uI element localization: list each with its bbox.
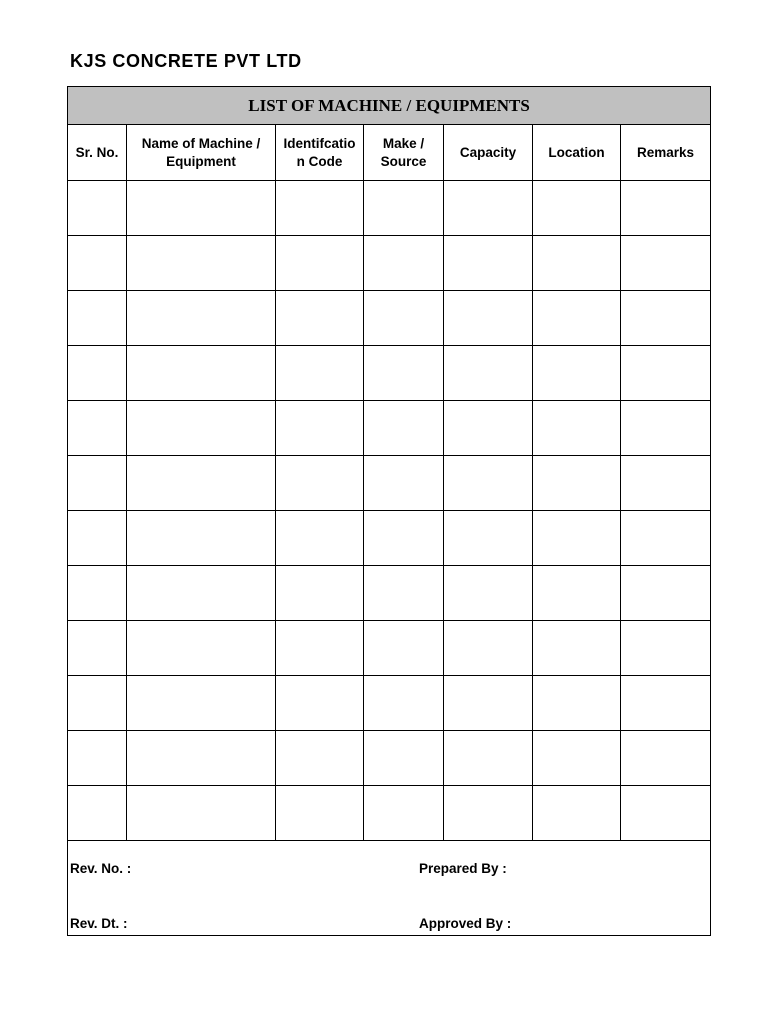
empty-cell: [68, 236, 127, 291]
empty-cell: [364, 346, 444, 401]
empty-cell: [621, 401, 711, 456]
empty-cell: [127, 401, 276, 456]
empty-cell: [276, 676, 364, 731]
table-row: [68, 346, 711, 401]
empty-cell: [621, 236, 711, 291]
empty-cell: [533, 236, 621, 291]
column-header-line: Location: [548, 144, 605, 160]
empty-cell: [444, 621, 533, 676]
empty-cell: [444, 731, 533, 786]
table-row: [68, 566, 711, 621]
empty-cell: [621, 456, 711, 511]
empty-cell: [276, 291, 364, 346]
empty-cell: [444, 346, 533, 401]
machine-equipment-list-table: [67, 86, 711, 936]
empty-cell: [127, 291, 276, 346]
empty-cell: [621, 291, 711, 346]
column-header-line: Equipment: [166, 153, 236, 169]
empty-cell: [276, 731, 364, 786]
table-row: [68, 511, 711, 566]
empty-cell: [621, 731, 711, 786]
empty-cell: [621, 566, 711, 621]
empty-cell: [127, 786, 276, 841]
empty-cell: [127, 181, 276, 236]
column-header-make-source: [364, 125, 444, 181]
column-header-line: Source: [380, 153, 427, 169]
empty-cell: [276, 566, 364, 621]
empty-cell: [364, 456, 444, 511]
column-header-machine-name: [127, 125, 276, 181]
empty-cell: [444, 291, 533, 346]
column-header-line: Identifcatio: [283, 135, 356, 151]
empty-cell: [621, 621, 711, 676]
empty-cell: [533, 456, 621, 511]
empty-cell: [127, 731, 276, 786]
empty-cell: [444, 566, 533, 621]
empty-cell: [621, 511, 711, 566]
column-header-line: Sr. No.: [75, 144, 119, 160]
table-title: LIST OF MACHINE / EQUIPMENTS: [68, 87, 711, 125]
empty-cell: [444, 236, 533, 291]
empty-cell: [127, 511, 276, 566]
empty-cell: [533, 511, 621, 566]
empty-cell: [68, 511, 127, 566]
empty-cell: [621, 786, 711, 841]
empty-cell: [127, 346, 276, 401]
column-header-remarks: [621, 125, 711, 181]
column-header-line: Capacity: [459, 144, 517, 160]
table-row: [68, 621, 711, 676]
empty-cell: [444, 401, 533, 456]
column-header-location: [533, 125, 621, 181]
column-header-line: n Code: [296, 153, 343, 169]
empty-cell: [127, 236, 276, 291]
column-header-sr-no: [68, 125, 127, 181]
empty-cell: [68, 731, 127, 786]
empty-cell: [276, 621, 364, 676]
table-row: [68, 291, 711, 346]
empty-cell: [621, 346, 711, 401]
empty-cell: [127, 456, 276, 511]
empty-cell: [276, 786, 364, 841]
empty-cell: [364, 566, 444, 621]
column-header-line: Make /: [382, 135, 425, 151]
empty-cell: [68, 566, 127, 621]
empty-cell: [533, 401, 621, 456]
empty-cell: [276, 456, 364, 511]
empty-cell: [127, 566, 276, 621]
prepared-by-label: Prepared By :: [419, 861, 507, 876]
empty-cell: [364, 291, 444, 346]
company-name: KJS CONCRETE PVT LTD: [70, 51, 302, 71]
empty-cell: [533, 566, 621, 621]
empty-cell: [364, 511, 444, 566]
empty-cell: [621, 181, 711, 236]
empty-cell: [68, 456, 127, 511]
empty-cell: [276, 401, 364, 456]
column-header-line: Name of Machine /: [141, 135, 261, 151]
empty-cell: [444, 786, 533, 841]
empty-cell: [444, 511, 533, 566]
empty-cell: [364, 401, 444, 456]
empty-cell: [276, 346, 364, 401]
rev-dt-label: Rev. Dt. :: [70, 916, 128, 931]
empty-cell: [364, 731, 444, 786]
empty-cell: [276, 511, 364, 566]
empty-cell: [621, 676, 711, 731]
empty-cell: [444, 676, 533, 731]
empty-cell: [276, 236, 364, 291]
empty-cell: [533, 786, 621, 841]
empty-cell: [533, 621, 621, 676]
empty-cell: [364, 676, 444, 731]
empty-cell: [533, 731, 621, 786]
table-row: [68, 676, 711, 731]
empty-cell: [127, 621, 276, 676]
empty-cell: [533, 181, 621, 236]
empty-cell: [444, 456, 533, 511]
approved-by-label: Approved By :: [419, 916, 512, 931]
empty-cell: [68, 181, 127, 236]
empty-cell: [364, 236, 444, 291]
empty-cell: [444, 181, 533, 236]
rev-no-label: Rev. No. :: [70, 861, 132, 876]
empty-cell: [68, 676, 127, 731]
empty-cell: [68, 786, 127, 841]
column-header-identification-code: [276, 125, 364, 181]
empty-cell: [68, 621, 127, 676]
empty-cell: [364, 181, 444, 236]
column-header-capacity: [444, 125, 533, 181]
empty-cell: [364, 621, 444, 676]
empty-cell: [276, 181, 364, 236]
table-row: [68, 786, 711, 841]
blank-entry-rows: [68, 181, 711, 841]
table-row: [68, 181, 711, 236]
table-row: [68, 401, 711, 456]
empty-cell: [533, 291, 621, 346]
table-row: [68, 236, 711, 291]
column-header-line: Remarks: [637, 144, 695, 160]
table-row: [68, 456, 711, 511]
empty-cell: [127, 676, 276, 731]
empty-cell: [533, 346, 621, 401]
table-row: [68, 731, 711, 786]
empty-cell: [68, 346, 127, 401]
empty-cell: [68, 401, 127, 456]
revision-footer: [68, 841, 711, 936]
column-header-row: [68, 125, 711, 181]
empty-cell: [533, 676, 621, 731]
empty-cell: [364, 786, 444, 841]
empty-cell: [68, 291, 127, 346]
